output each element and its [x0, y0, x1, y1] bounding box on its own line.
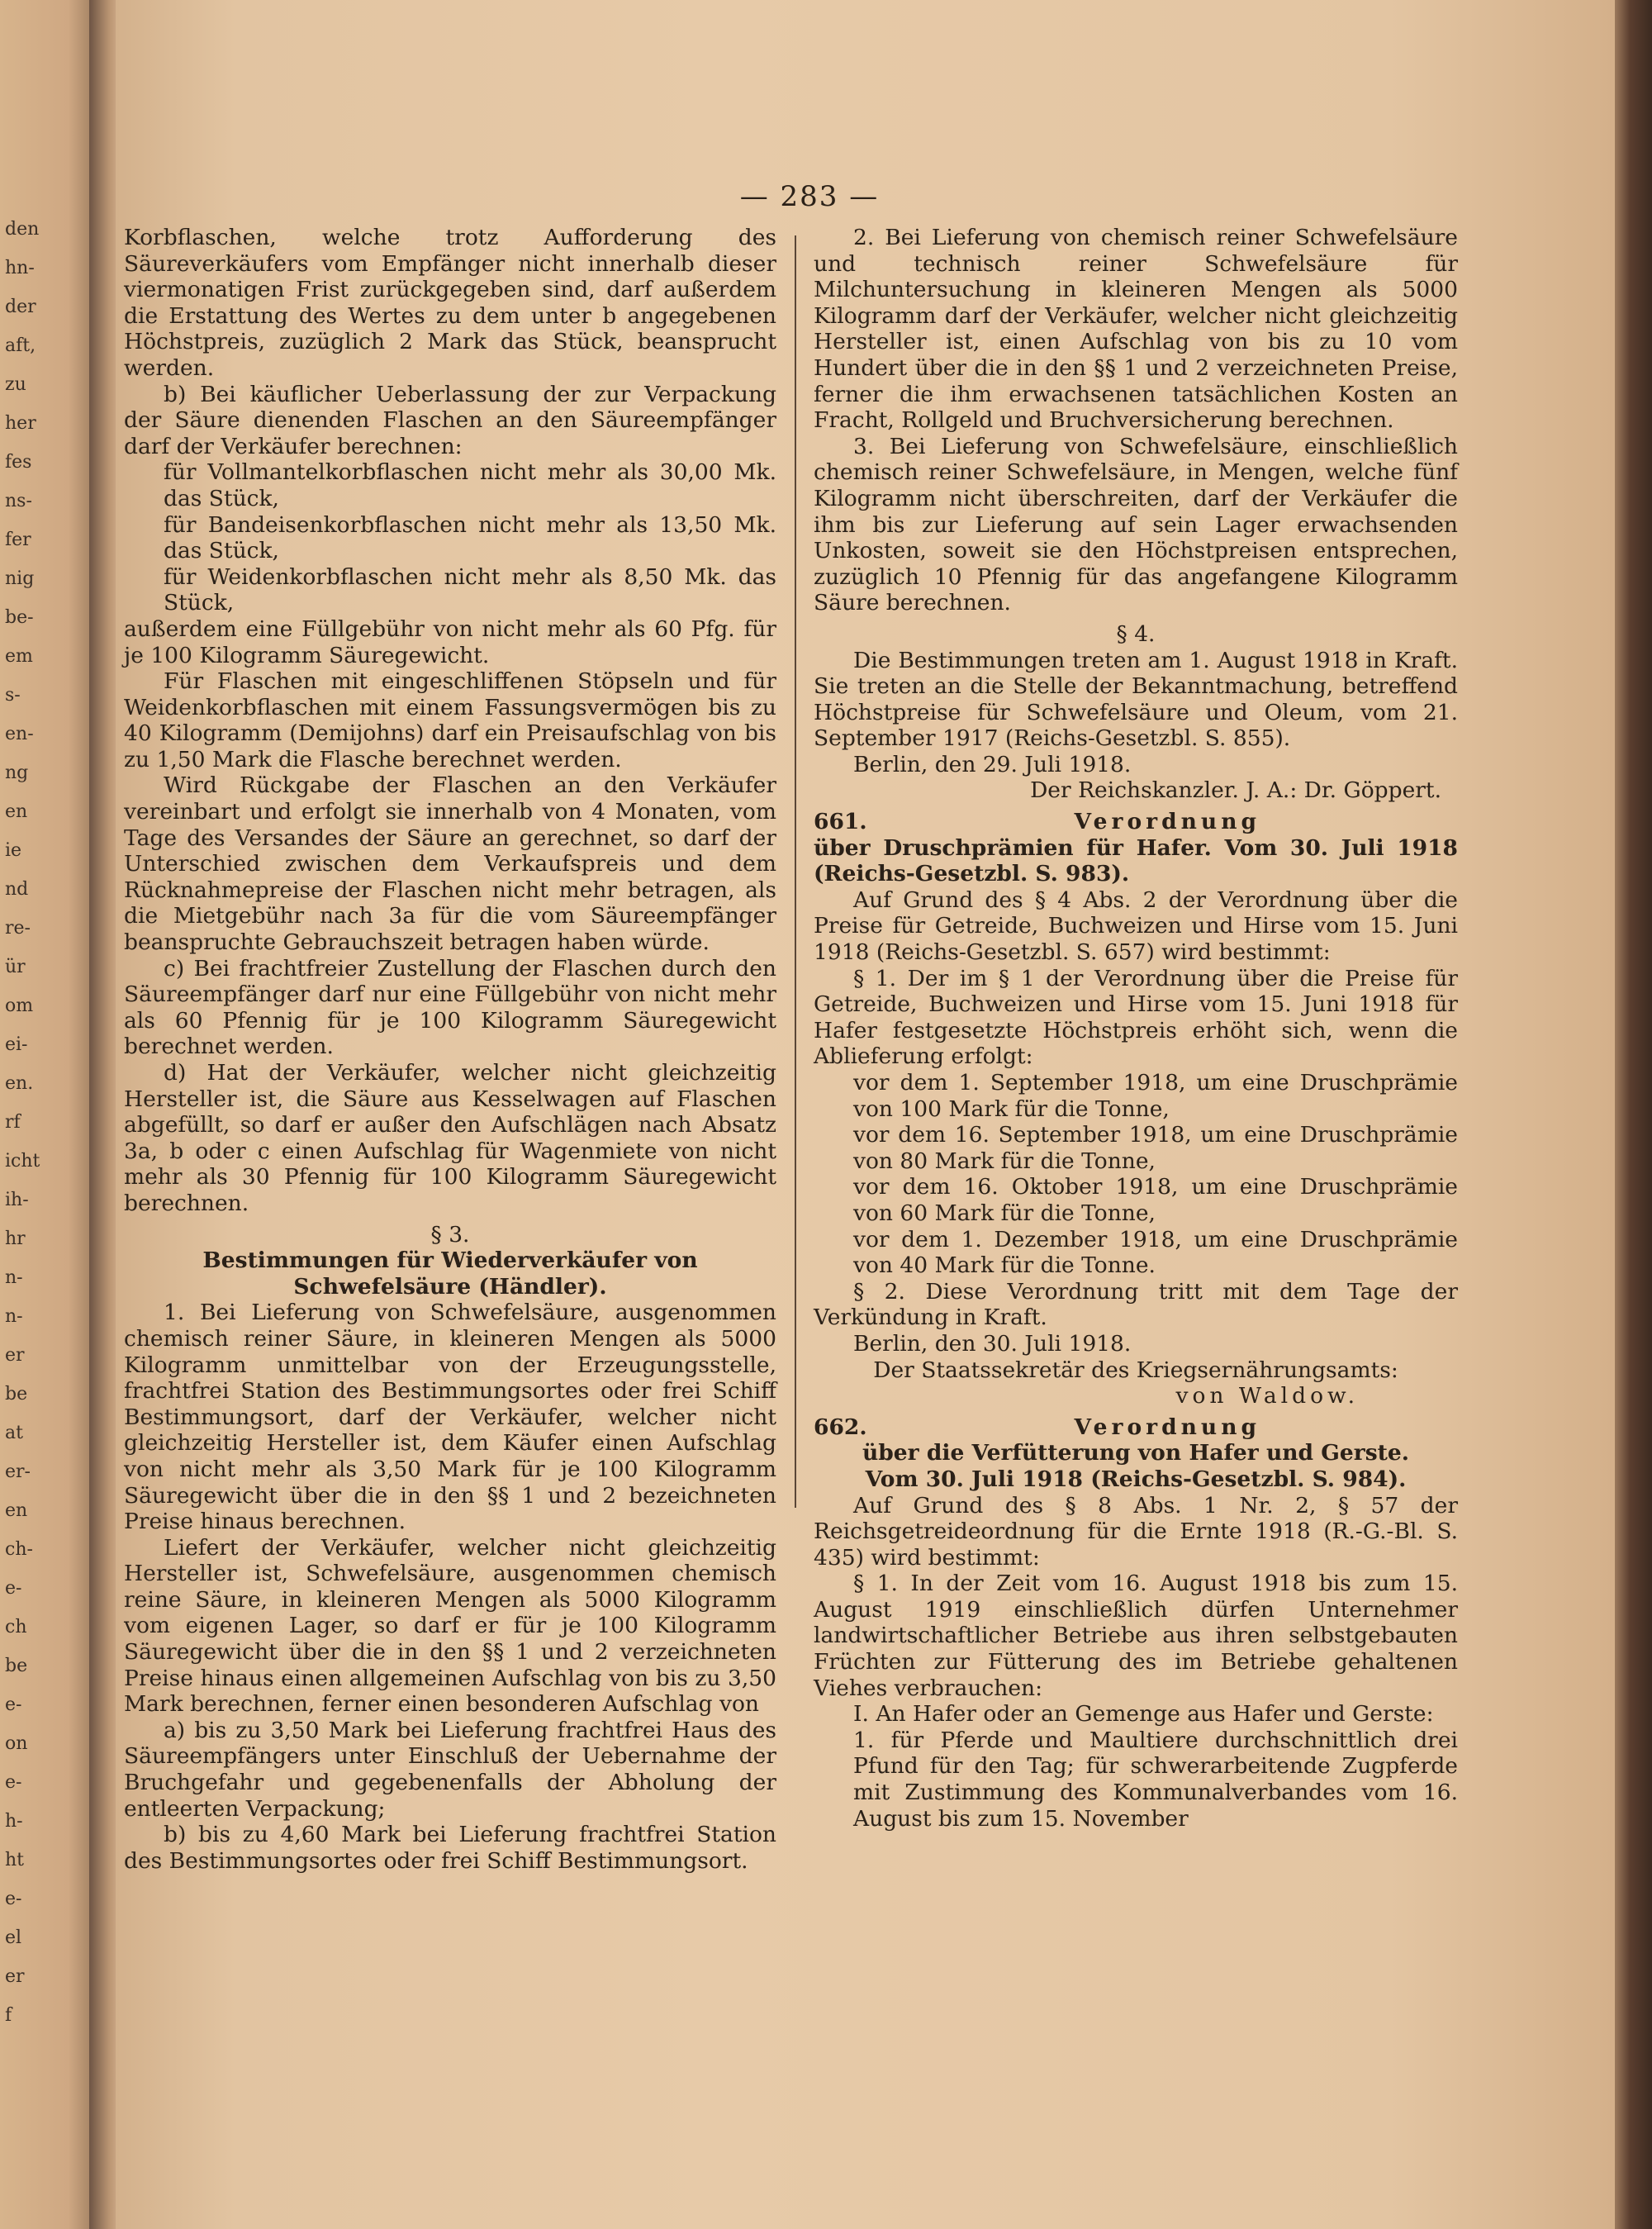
ordinance-title: über Druschprämien für Hafer. Vom 30. Juli 1918 (Reichs-Gesetzbl. S. 983). [814, 834, 1458, 887]
section-number: § 3. [430, 1221, 470, 1248]
margin-fragment: icht [5, 1151, 40, 1172]
paragraph: 2. Bei Lieferung von chemisch reiner Schwefelsäure und technisch reiner Schwefelsäure für Milchuntersuchung in kleineren Mengen als 5000 Kilogramm darf der Verkäufer, welcher nicht gleichzeitig Hersteller ist, einen Aufschlag von bis zu 10 vom Hundert über die in den §§ 1 und 2 verzeichneten Preise, ferner die ihm erwachsenen tatsächlichen Kosten an Fracht, Rollgeld und Bruchversicherung berechnen. [814, 225, 1458, 434]
paragraph: Auf Grund des § 8 Abs. 1 Nr. 2, § 57 der Reichsgetreideordnung für die Ernte 1918 (R.-G.-Bl. S. 435) wird bestimmt: [814, 1492, 1458, 1571]
paragraph: a) bis zu 3,50 Mark bei Lieferung frachtfrei Haus des Säureempfängers unter Einschluß der Uebernahme der Bruchgefahr und gegebenenfalls der Abholung der entleerten Verpackung; [124, 1717, 776, 1822]
margin-fragment: en [5, 1500, 28, 1521]
page-number: — 283 — [739, 180, 880, 213]
margin-fragment: zu [5, 374, 26, 395]
margin-fragment: hr [5, 1229, 26, 1249]
margin-fragment: f [5, 2005, 12, 2026]
margin-fragment: re- [5, 918, 31, 939]
margin-fragment: ie [5, 840, 22, 861]
margin-fragment: be [5, 1656, 28, 1676]
margin-fragment: aft, [5, 335, 36, 356]
paragraph: Liefert der Verkäufer, welcher nicht gleichzeitig Hersteller ist, Schwefelsäure, ausgenommen chemisch reine Säure, in kleineren Mengen als 5000 Kilogramm vom eigenen Lager, so darf er für je 100 Kilogramm Säuregewicht über die in den §§ 1 und 2 verzeichneten Preise hinaus einen allgemeinen Aufschlag von bis zu 3,50 Mark berechnen, ferner einen besonderen Aufschlag von [124, 1534, 776, 1718]
list-item: für Weidenkorbflaschen nicht mehr als 8,50 Mk. das Stück, [164, 563, 776, 616]
paragraph: Wird Rückgabe der Flaschen an den Verkäufer vereinbart und erfolgt sie innerhalb von 4 Monaten, vom Tage des Versandes der Säure an gerechnet, so darf der Unterschied zwischen dem Verkaufspreis und dem Rücknahmepreise der Flaschen nicht mehr betragen, als die Mietgebühr nach 3a für die vom Säureempfänger beanspruchte Gebrauchszeit betragen haben würde. [124, 772, 776, 956]
list-item: vor dem 16. September 1918, um eine Druschprämie von 80 Mark für die Tonne, [853, 1122, 1458, 1174]
margin-fragment: en [5, 801, 28, 822]
margin-fragment: ch- [5, 1539, 33, 1560]
margin-fragment: en. [5, 1073, 34, 1094]
ordinance-number: 661. [814, 809, 867, 835]
margin-fragment: rf [5, 1112, 21, 1133]
ordinance-date: Vom 30. Juli 1918 (Reichs-Gesetzbl. S. 984). [865, 1466, 1407, 1492]
margin-fragment: fes [5, 452, 32, 473]
signature-line: Der Reichskanzler. J. A.: Dr. Göppert. [1030, 777, 1441, 804]
margin-fragment: nig [5, 568, 35, 589]
column-rule [795, 235, 796, 1508]
margin-fragment: e- [5, 1694, 22, 1715]
margin-fragment: ei- [5, 1034, 28, 1055]
ordinance-label: Verordnung [1074, 1414, 1260, 1440]
margin-fragment: hn- [5, 258, 35, 278]
margin-fragment: be [5, 1384, 28, 1404]
margin-fragment: en- [5, 724, 34, 744]
paragraph: c) Bei frachtfreier Zustellung der Flaschen durch den Säureempfänger darf nur eine Füllgebühr von nicht mehr als 60 Pfennig für je 100 Kilogramm Säuregewicht berechnet werden. [124, 955, 776, 1060]
margin-fragment: ch [5, 1617, 27, 1637]
margin-fragment: fer [5, 530, 31, 550]
margin-fragment: er [5, 1966, 25, 1987]
paragraph: § 2. Diese Verordnung tritt mit dem Tage der Verkündung in Kraft. [814, 1278, 1458, 1331]
margin-fragment: h- [5, 1811, 23, 1832]
list-item: für Vollmantelkorbflaschen nicht mehr als 30,00 Mk. das Stück, [164, 459, 776, 511]
margin-fragment: er [5, 1345, 25, 1366]
list-item: vor dem 16. Oktober 1918, um eine Druschprämie von 60 Mark für die Tonne, [853, 1174, 1458, 1226]
paragraph: 1. Bei Lieferung von Schwefelsäure, ausgenommen chemisch reiner Säure, in kleineren Mengen als 5000 Kilogramm unmittelbar von der Erzeugungsstelle, frachtfrei Station des Bestimmungsortes oder frei Schiff Bestimmungsort, darf der Verkäufer, welcher nicht gleichzeitig Hersteller ist, dem Käufer einen Aufschlag von nicht mehr als 3,50 Mark für je 100 Kilogramm Säuregewicht über die in den §§ 1 und 2 bezeichneten Preise hinaus berechnen. [124, 1300, 776, 1535]
margin-fragment: ür [5, 957, 26, 977]
signature-title: Der Staatssekretär des Kriegsernährungsamts: [873, 1357, 1398, 1383]
paragraph: 3. Bei Lieferung von Schwefelsäure, einschließlich chemisch reiner Schwefelsäure, in Mengen, welche fünf Kilogramm nicht überschreiten, darf der Verkäufer die ihm bis zur Lieferung auf sein Lager erwachsenden Unkosten, soweit sie den Höchstpreisen entsprechen, zuzüglich 10 Pfennig für das angefangene Kilogramm Säure berechnen. [814, 433, 1458, 616]
margin-fragment: s- [5, 685, 21, 706]
ordinance-title: über die Verfütterung von Hafer und Gerste. [862, 1440, 1409, 1466]
margin-fragment: e- [5, 1578, 22, 1599]
margin-fragment: e- [5, 1889, 22, 1909]
margin-fragment: nd [5, 879, 29, 900]
paragraph: Auf Grund des § 4 Abs. 2 der Verordnung über die Preise für Getreide, Buchweizen und Hirse vom 15. Juni 1918 (Reichs-Gesetzbl. S. 657) wird bestimmt: [814, 886, 1458, 966]
margin-fragment: her [5, 413, 36, 434]
margin-fragment: ns- [5, 491, 32, 511]
ordinance-heading [814, 809, 1458, 835]
date-line: Berlin, den 30. Juli 1918. [853, 1330, 1132, 1357]
previous-page-edge [0, 0, 97, 2229]
paragraph: § 1. Der im § 1 der Verordnung über die Preise für Getreide, Buchweizen und Hirse vom 15. Juni 1918 für Hafer festgesetzte Höchstpreis erhöht sich, wenn die Ablieferung erfolgt: [814, 965, 1458, 1070]
paragraph: Für Flaschen mit eingeschliffenen Stöpseln und für Weidenkorbflaschen mit einem Fassungsvermögen bis zu 40 Kilogramm (Demijohns) darf ein Preisaufschlag von bis zu 1,50 Mark die Flasche berechnet werden. [124, 668, 776, 772]
book-edge [1615, 0, 1652, 2229]
paragraph: I. An Hafer oder an Gemenge aus Hafer und Gerste: [853, 1701, 1434, 1728]
margin-fragment: e- [5, 1772, 22, 1793]
margin-fragment: der [5, 297, 36, 317]
list-item: für Bandeisenkorbflaschen nicht mehr als 13,50 Mk. das Stück, [164, 511, 776, 564]
paragraph: Die Bestimmungen treten am 1. August 1918 in Kraft. Sie treten an die Stelle der Bekanntmachung, betreffend Höchstpreise für Schwefelsäure und Oleum, vom 21. September 1917 (Reichs-Gesetzbl. S. 855). [814, 647, 1458, 752]
margin-fragment: n- [5, 1306, 23, 1327]
list-item: vor dem 1. Dezember 1918, um eine Druschprämie von 40 Mark für die Tonne. [853, 1226, 1458, 1279]
paragraph: b) Bei käuflicher Ueberlassung der zur Verpackung der Säure dienenden Flaschen an den Säureempfänger darf der Verkäufer berechnen: [124, 381, 776, 459]
paragraph: d) Hat der Verkäufer, welcher nicht gleichzeitig Hersteller ist, die Säure aus Kesselwagen auf Flaschen abgefüllt, so darf er außer den Aufschlägen nach Absatz 3a, b oder c einen Aufschlag für Wagenmiete von nicht mehr als 30 Pfennig für 100 Kilogramm Säuregewicht berechnen. [124, 1060, 776, 1216]
paragraph: § 1. In der Zeit vom 16. August 1918 bis zum 15. August 1919 einschließlich dürfen Unternehmer landwirtschaftlicher Betriebe aus ihren selbstgebauten Früchten zur Fütterung des im Betriebe gehaltenen Viehes verbrauchen: [814, 1571, 1458, 1701]
date-line: Berlin, den 29. Juli 1918. [853, 751, 1132, 777]
margin-fragment: at [5, 1423, 23, 1443]
list-item: vor dem 1. September 1918, um eine Druschprämie von 100 Mark für die Tonne, [853, 1070, 1458, 1122]
margin-fragment: er- [5, 1461, 31, 1482]
ordinance-label: Verordnung [1074, 809, 1260, 835]
paragraph: b) bis zu 4,60 Mark bei Lieferung frachtfrei Station des Bestimmungsortes oder frei Schiff Bestimmungsort. [124, 1822, 776, 1874]
list-item: 1. für Pferde und Maultiere durchschnittlich drei Pfund für den Tag; für schwerarbeitende Zugpferde mit Zustimmung des Kommunalverbandes vom 16. August bis zum 15. November [853, 1727, 1458, 1832]
section-title: Bestimmungen für Wiederverkäufer von Schwefelsäure (Händler). [202, 1248, 698, 1300]
signature-name: von Waldow. [1175, 1383, 1359, 1409]
paragraph: Korbflaschen, welche trotz Aufforderung des Säureverkäufers vom Empfänger nicht innerhalb dieser viermonatigen Frist zurückgegeben sind, darf außerdem die Erstattung des Wertes zu dem unter b angegebenen Höchstpreis, zuzüglich 2 Mark das Stück, beansprucht werden. [124, 225, 776, 381]
margin-fragment: el [5, 1927, 22, 1948]
margin-fragment: ih- [5, 1190, 29, 1210]
margin-fragment: n- [5, 1267, 23, 1288]
section-number: § 4. [1116, 620, 1156, 647]
margin-fragment: ht [5, 1850, 25, 1870]
right-column [814, 225, 1458, 1832]
paragraph: außerdem eine Füllgebühr von nicht mehr als 60 Pfg. für je 100 Kilogramm Säuregewicht. [124, 615, 776, 668]
ordinance-heading [814, 1414, 1458, 1441]
margin-fragment: ng [5, 763, 29, 783]
margin-fragment: em [5, 646, 33, 667]
margin-fragment: om [5, 996, 34, 1016]
margin-fragment: be- [5, 607, 34, 628]
ordinance-number: 662. [814, 1414, 867, 1440]
margin-fragment: on [5, 1733, 28, 1754]
left-column [124, 225, 776, 1874]
margin-fragment: den [5, 219, 40, 240]
